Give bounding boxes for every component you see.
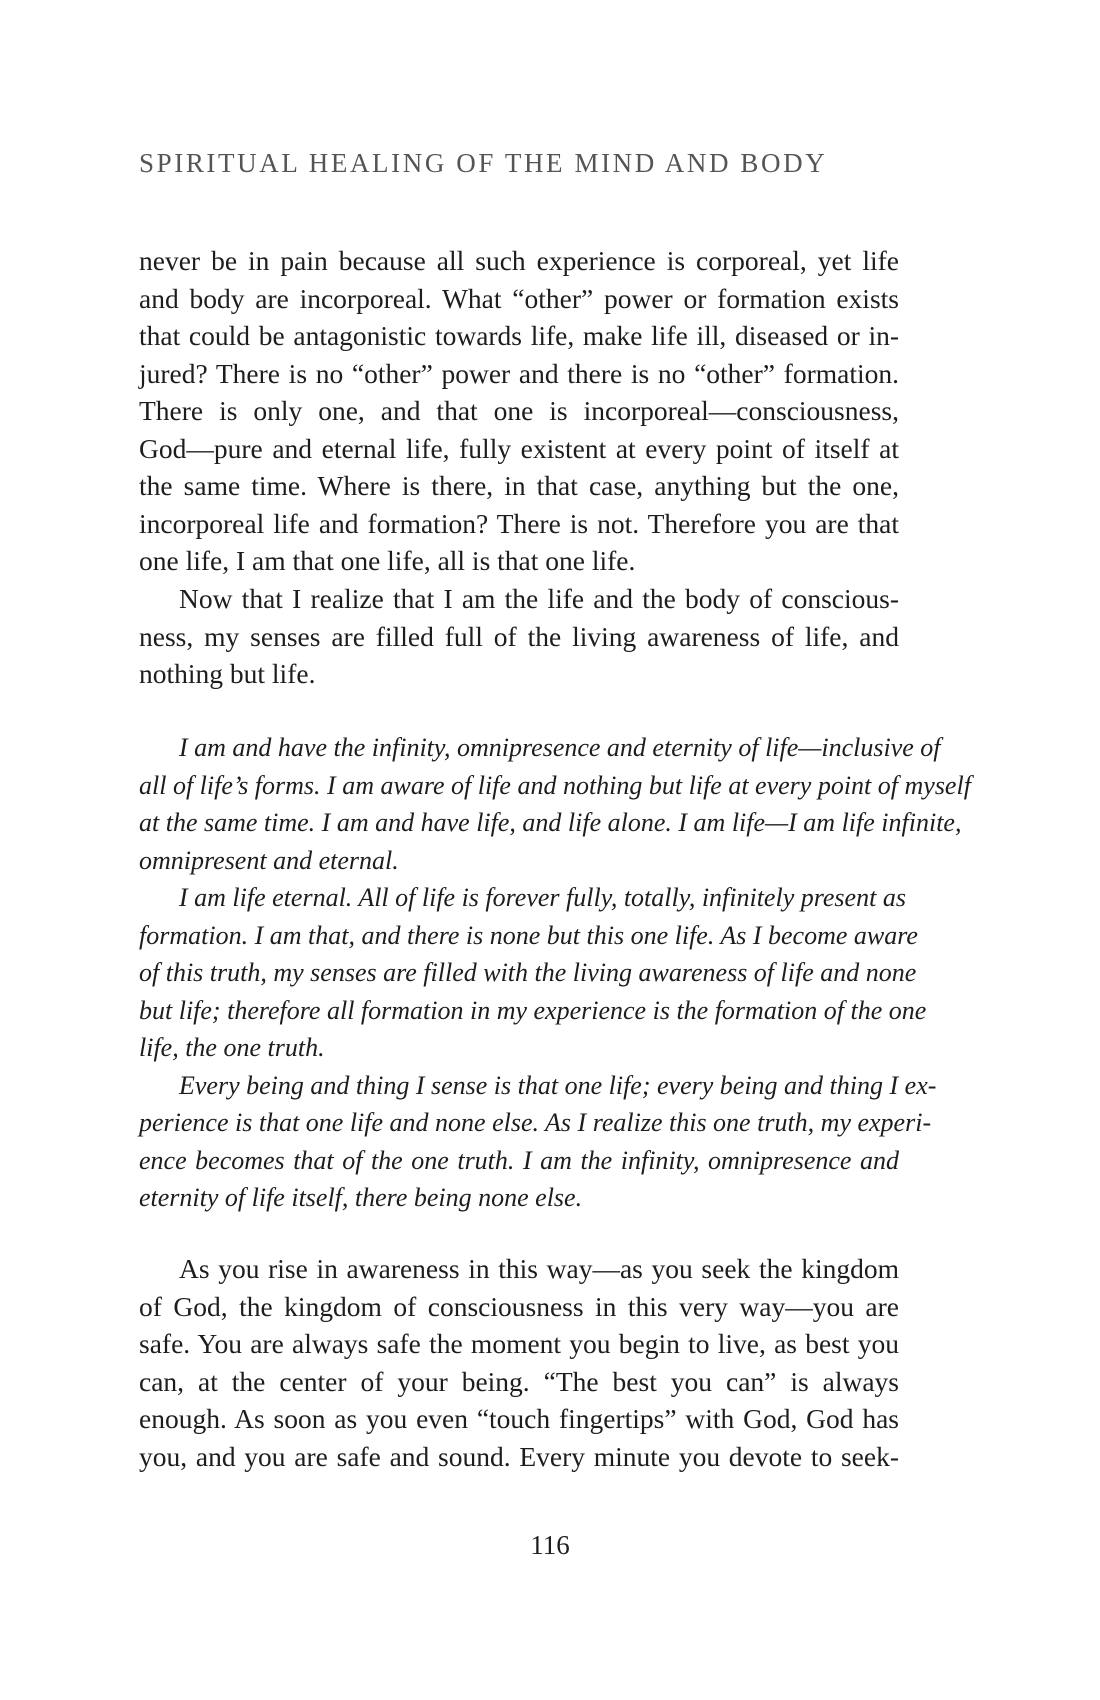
- page-number: 116: [530, 1530, 570, 1560]
- text-line: As you rise in awareness in this way—as you seek the kingdom: [179, 1253, 899, 1284]
- body-paragraph: [139, 580, 899, 693]
- text-line: jured? There is no “other” power and there is no “other” formation.: [139, 357, 899, 389]
- quote-line: of this truth, my senses are filled with the living awareness of life and none: [139, 958, 917, 987]
- text-line: the same time. Where is there, in that case, anything but the one,: [139, 470, 899, 501]
- text-line: nothing but life.: [139, 658, 316, 689]
- italic-meditation-block: [139, 729, 971, 1217]
- running-head: SPIRITUAL HEALING OF THE MIND AND BODY: [139, 148, 828, 178]
- quote-line: life, the one truth.: [139, 1033, 325, 1062]
- text-line: never be in pain because all such experience is corporeal, yet life: [139, 245, 899, 276]
- quote-line: eternity of life itself, there being none else.: [139, 1183, 583, 1212]
- body-paragraph: [139, 242, 899, 580]
- text-line: ness, my senses are filled full of the living awareness of life, and: [139, 620, 899, 652]
- body-paragraph: [139, 1250, 899, 1475]
- text-line: and body are incorporeal. What “other” power or formation exists: [139, 282, 899, 314]
- quote-line: at the same time. I am and have life, and life alone. I am life—I am life infinite,: [139, 808, 962, 837]
- quote-line: but life; therefore all formation in my experience is the formation of the one: [139, 995, 927, 1025]
- text-line: enough. As soon as you even “touch fingertips” with God, God has: [139, 1403, 899, 1434]
- text-line: one life, I am that one life, all is that one life.: [139, 545, 636, 576]
- quote-line: Every being and thing I sense is that one life; every being and thing I ex-: [179, 1070, 937, 1100]
- text-line: that could be antagonistic towards life, make life ill, diseased or in-: [139, 320, 899, 351]
- text-line: can, at the center of your being. “The best you can” is always: [139, 1365, 899, 1397]
- text-line: you, and you are safe and sound. Every minute you devote to seek-: [139, 1440, 899, 1472]
- text-line: incorporeal life and formation? There is not. Therefore you are that: [139, 507, 899, 539]
- quote-line: I am and have the infinity, omnipresence and eternity of life—inclusive of: [179, 733, 941, 762]
- text-line: God—pure and eternal life, fully existent at every point of itself at: [139, 432, 899, 464]
- quote-line: I am life eternal. All of life is forever fully, totally, infinitely present as: [179, 883, 906, 912]
- quote-line: formation. I am that, and there is none but this one life. As I become aware: [139, 920, 918, 950]
- text-line: of God, the kingdom of consciousness in this very way—you are: [139, 1290, 899, 1322]
- quote-line: omnipresent and eternal.: [139, 845, 399, 875]
- text-line: There is only one, and that one is incorporeal—consciousness,: [139, 395, 899, 426]
- quote-line: perience is that one life and none else. As I realize this one truth, my experi-: [139, 1108, 932, 1137]
- text-line: Now that I realize that I am the life and the body of conscious-: [179, 583, 899, 614]
- quote-line: all of life’s forms. I am aware of life and nothing but life at every point of myself: [139, 770, 971, 800]
- quote-line: ence becomes that of the one truth. I am the infinity, omnipresence and: [139, 1145, 899, 1175]
- text-line: safe. You are always safe the moment you begin to live, as best you: [139, 1328, 899, 1359]
